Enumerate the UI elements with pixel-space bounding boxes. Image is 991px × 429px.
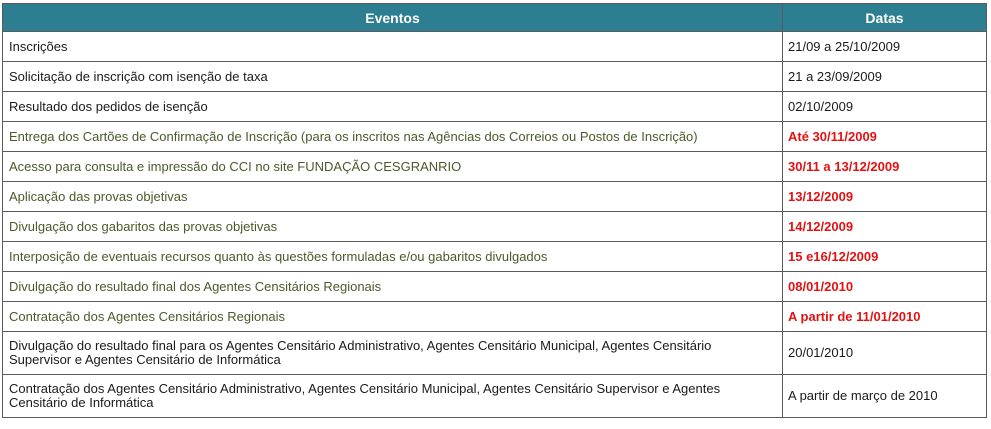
- event-cell: Divulgação do resultado final dos Agentes Censitários Regionais: [3, 272, 783, 302]
- events-schedule: [2, 3, 986, 418]
- date-cell: 14/12/2009: [783, 212, 987, 242]
- date-cell: 15 e16/12/2009: [783, 242, 987, 272]
- table-row: [3, 272, 987, 302]
- date-cell: 13/12/2009: [783, 182, 987, 212]
- table-row: [3, 152, 987, 182]
- event-cell: Acesso para consulta e impressão do CCI no site FUNDAÇÃO CESGRANRIO: [3, 152, 783, 182]
- date-cell: A partir de março de 2010: [783, 375, 987, 418]
- table-row: [3, 302, 987, 332]
- date-cell: Até 30/11/2009: [783, 122, 987, 152]
- table-row: [3, 212, 987, 242]
- table-row: [3, 92, 987, 122]
- event-cell: Interposição de eventuais recursos quanto às questões formuladas e/ou gabaritos divulgados: [3, 242, 783, 272]
- event-cell: Inscrições: [3, 32, 783, 62]
- table-row: [3, 332, 987, 375]
- event-cell: Contratação dos Agentes Censitário Administrativo, Agentes Censitário Municipal, Agentes Censitário Supervisor e Agentes Censitário de Informática: [3, 375, 783, 418]
- date-cell: 02/10/2009: [783, 92, 987, 122]
- date-cell: 20/01/2010: [783, 332, 987, 375]
- date-cell: 08/01/2010: [783, 272, 987, 302]
- table-row: [3, 122, 987, 152]
- dates-column-header: Datas: [783, 4, 987, 32]
- event-cell: Divulgação dos gabaritos das provas objetivas: [3, 212, 783, 242]
- table-row: [3, 62, 987, 92]
- table-row: [3, 375, 987, 418]
- event-cell: Aplicação das provas objetivas: [3, 182, 783, 212]
- date-cell: 21/09 a 25/10/2009: [783, 32, 987, 62]
- events-column-header: Eventos: [3, 4, 783, 32]
- date-cell: 30/11 a 13/12/2009: [783, 152, 987, 182]
- table-row: [3, 182, 987, 212]
- event-cell: Contratação dos Agentes Censitários Regionais: [3, 302, 783, 332]
- events-table: [2, 3, 987, 418]
- event-cell: Divulgação do resultado final para os Agentes Censitário Administrativo, Agentes Censitário Municipal, Agentes Censitário Supervisor e Agentes Censitário de Informática: [3, 332, 783, 375]
- table-header-row: [3, 4, 987, 32]
- date-cell: 21 a 23/09/2009: [783, 62, 987, 92]
- event-cell: Solicitação de inscrição com isenção de taxa: [3, 62, 783, 92]
- table-row: [3, 32, 987, 62]
- event-cell: Entrega dos Cartões de Confirmação de Inscrição (para os inscritos nas Agências dos Correios ou Postos de Inscrição): [3, 122, 783, 152]
- table-row: [3, 242, 987, 272]
- event-cell: Resultado dos pedidos de isenção: [3, 92, 783, 122]
- date-cell: A partir de 11/01/2010: [783, 302, 987, 332]
